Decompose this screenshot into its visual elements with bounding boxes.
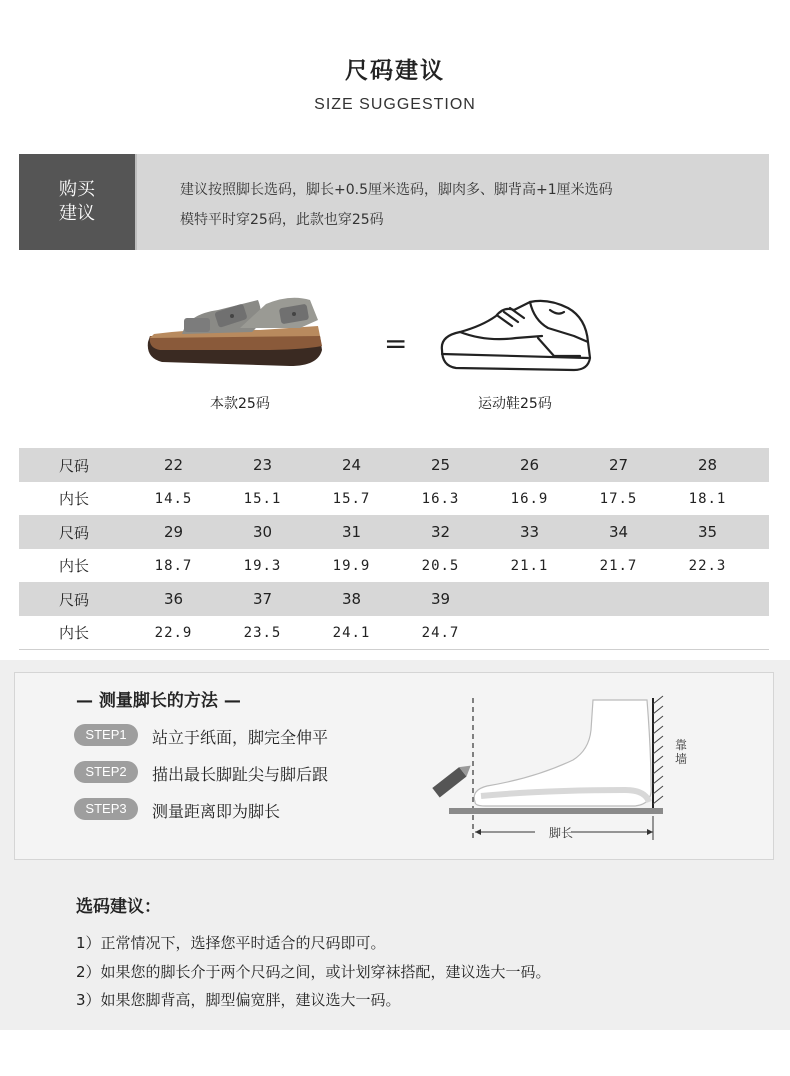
length-cell: 22.9 [154,624,193,641]
size-cell: 28 [697,456,718,474]
length-cell: 21.7 [599,557,638,574]
length-cell: 16.3 [421,490,460,507]
size-cell: 37 [252,590,273,608]
size-cell: 36 [163,590,184,608]
size-row [19,448,769,482]
step1-tag: STEP1 [74,724,138,746]
size-tip-1: 1）正常情况下，选择您平时适合的尺码即可。 [76,934,386,952]
size-cell: 34 [608,523,629,541]
length-cell: 15.1 [243,490,282,507]
step1-text: 站立于纸面，脚完全伸平 [152,728,329,747]
step2-text: 描出最长脚趾尖与脚后跟 [152,765,329,784]
size-cell: 22 [163,456,184,474]
size-cell: 24 [341,456,362,474]
advice-line-1: 建议按照脚长选码，脚长+0.5厘米选码，脚肉多、脚背高+1厘米选码 [180,182,613,198]
size-tip-2: 2）如果您的脚长介于两个尺码之间，或计划穿袜搭配，建议选大一码。 [76,963,551,981]
size-row-label: 尺码 [58,523,89,542]
length-cell: 19.3 [243,557,282,574]
foot-length-label: 脚长 [549,826,574,840]
length-cell: 14.5 [154,490,193,507]
wall-label-2: 墙 [675,752,688,766]
wall-label [675,738,687,766]
size-cell: 30 [252,523,273,541]
advice-label-line1: 购买 [59,179,95,200]
length-cell: 24.7 [421,624,460,641]
size-tip-3: 3）如果您脚背高，脚型偏宽胖，建议选大一码。 [76,991,401,1009]
length-row [19,482,769,516]
length-cell: 23.5 [243,624,282,641]
size-cell: 33 [519,523,540,541]
size-row [19,515,769,549]
size-cell: 32 [430,523,451,541]
advice-label-line2: 建议 [59,203,95,224]
page-subtitle: SIZE SUGGESTION [314,96,476,113]
length-cell: 18.7 [154,557,193,574]
length-row [19,549,769,583]
measure-method-title: — 测量脚长的方法 — [76,691,241,711]
sneaker-caption: 运动鞋25码 [478,396,552,412]
equals-sign: = [384,327,408,360]
size-cell: 29 [163,523,184,541]
size-cell: 38 [341,590,362,608]
length-cell: 20.5 [421,557,460,574]
wall-label-1: 靠 [675,738,688,752]
size-cell: 25 [430,456,451,474]
size-cell: 39 [430,590,451,608]
size-tips-title: 选码建议： [76,897,161,917]
length-cell: 15.7 [332,490,371,507]
length-cell: 24.1 [332,624,371,641]
page-title: 尺码建议 [345,58,445,84]
length-cell: 18.1 [688,490,727,507]
size-row-label: 尺码 [58,590,89,609]
sandal-caption: 本款25码 [210,396,270,412]
size-cell: 27 [608,456,629,474]
length-cell: 17.5 [599,490,638,507]
size-cell: 26 [519,456,540,474]
advice-line-2: 模特平时穿25码，此款也穿25码 [180,212,384,228]
advice-label [19,154,135,250]
length-row-label: 内长 [58,557,89,575]
length-cell: 19.9 [332,557,371,574]
sneaker-image [438,298,593,376]
size-cell: 35 [697,523,718,541]
length-cell: 21.1 [510,557,549,574]
size-cell: 31 [341,523,362,541]
sandal-image [140,290,330,375]
advice-divider [135,154,137,250]
size-row [19,582,769,616]
length-cell: 22.3 [688,557,727,574]
length-row [19,616,769,650]
size-row-label: 尺码 [58,456,89,475]
step3-tag: STEP3 [74,798,138,820]
step3-text: 测量距离即为脚长 [152,802,281,821]
length-row-label: 内长 [58,490,89,508]
step2-tag: STEP2 [74,761,138,783]
length-cell: 16.9 [510,490,549,507]
length-row-label: 内长 [58,624,89,642]
size-cell: 23 [252,456,273,474]
